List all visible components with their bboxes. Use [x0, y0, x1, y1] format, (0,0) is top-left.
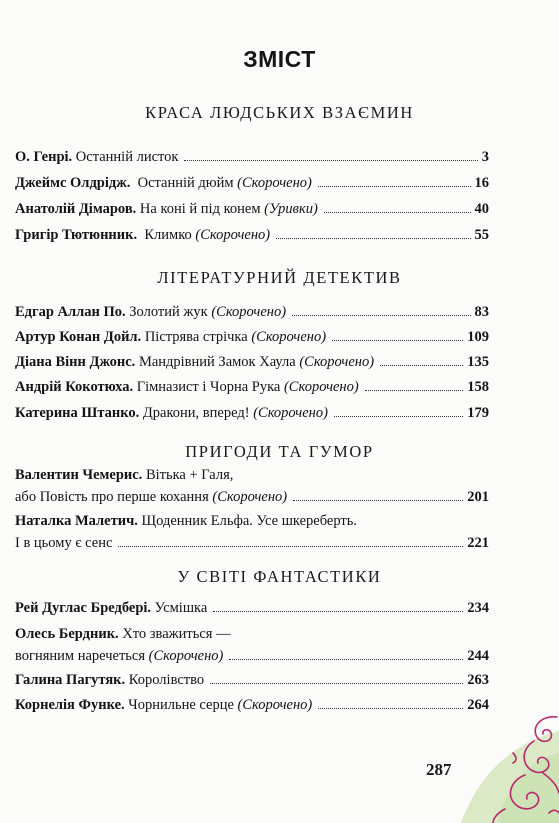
- entry-author: Корнелія Функе.: [15, 697, 125, 713]
- toc-entry[interactable]: [15, 351, 489, 373]
- page-number: 16: [474, 175, 489, 191]
- entry-note: (Скорочено): [237, 175, 312, 191]
- entry-title-line2: вогняним наречеться: [15, 648, 145, 664]
- section-heading: ПРИГОДИ ТА ГУМОР: [185, 442, 374, 461]
- entry-note: (Скорочено): [195, 227, 271, 243]
- page-number: 179: [467, 405, 489, 421]
- dot-leader: [365, 390, 464, 391]
- entry-note: (Скорочено): [251, 329, 327, 345]
- page-number: 83: [474, 304, 489, 320]
- toc-entry[interactable]: [15, 198, 489, 220]
- entry-title-line2: або Повість про перше кохання: [15, 489, 209, 505]
- page-number: 135: [467, 354, 489, 370]
- entry-title: Дракони, вперед!: [142, 405, 250, 421]
- page-footer-number: 287: [426, 760, 452, 779]
- page-number: 109: [467, 329, 489, 345]
- dot-leader: [318, 708, 463, 709]
- entry-author: О. Генрі.: [15, 149, 73, 165]
- entry-note: (Скорочено): [299, 354, 375, 370]
- entry-author: Діана Вінн Джонс.: [15, 354, 136, 370]
- entry-title: Климко: [144, 227, 192, 243]
- entry-note: (Скорочено): [211, 304, 287, 320]
- dot-leader: [334, 416, 463, 417]
- dot-leader: [276, 238, 470, 239]
- entry-title: Чорнильне серце: [128, 697, 234, 713]
- entry-author: Валентин Чемерис.: [15, 467, 143, 483]
- entry-author: Григір Тютюнник.: [15, 227, 138, 243]
- entry-title: Королівство: [128, 672, 205, 688]
- dot-leader: [293, 500, 463, 501]
- entry-note: (Скорочено): [148, 648, 224, 664]
- toc-entry[interactable]: [15, 172, 489, 194]
- entry-note: (Скорочено): [253, 405, 328, 421]
- toc-entry[interactable]: [15, 301, 489, 323]
- dot-leader: [324, 212, 471, 213]
- page-number: 55: [474, 227, 489, 243]
- entry-author: Олесь Бердник.: [15, 626, 119, 642]
- dot-leader: [213, 611, 463, 612]
- entry-title: Мандрівний Замок Хаула: [138, 354, 296, 370]
- entry-title: Золотий жук: [129, 304, 208, 320]
- section-heading: ЛІТЕРАТУРНИЙ ДЕТЕКТИВ: [157, 268, 402, 287]
- section-heading: У СВІТІ ФАНТАСТИКИ: [177, 567, 382, 586]
- page-number: 221: [467, 535, 489, 551]
- entry-note: (Скорочено): [212, 489, 288, 505]
- section-heading: КРАСА ЛЮДСЬКИХ ВЗАЄМИН: [145, 103, 414, 122]
- toc-entry[interactable]: [15, 623, 489, 667]
- entry-title: Пістрява стрічка: [144, 329, 248, 345]
- page-number: 234: [467, 600, 489, 616]
- page-number: 158: [467, 379, 489, 395]
- entry-note: (Уривки): [264, 201, 318, 217]
- entry-title: Щоденник Ельфа. Усе шкереберть.: [141, 513, 357, 529]
- dot-leader: [292, 315, 470, 316]
- entry-note: (Скорочено): [237, 697, 313, 713]
- dot-leader: [210, 683, 463, 684]
- toc-entry[interactable]: [15, 464, 489, 508]
- dot-leader: [380, 365, 463, 366]
- entry-author: Андрій Кокотюха.: [15, 379, 134, 395]
- page-number: 263: [467, 672, 489, 688]
- entry-author: Джеймс Олдрідж.: [15, 175, 131, 191]
- page-number: 264: [467, 697, 489, 713]
- page-number: 3: [481, 149, 489, 165]
- entry-title: Гімназист і Чорна Рука: [136, 379, 281, 395]
- page-number: 244: [467, 648, 489, 664]
- entry-author: Артур Конан Дойл.: [15, 329, 142, 345]
- toc-entry[interactable]: [15, 376, 489, 398]
- entry-author: Едгар Аллан По.: [15, 304, 126, 320]
- toc-entry[interactable]: [15, 146, 489, 168]
- entry-title: Останній дюйм: [137, 175, 234, 191]
- toc-entry[interactable]: [15, 669, 489, 691]
- toc-entry[interactable]: [15, 224, 489, 246]
- entry-author: Галина Пагутяк.: [15, 672, 126, 688]
- entry-author: Анатолій Дімаров.: [15, 201, 137, 217]
- dot-leader: [332, 340, 463, 341]
- dot-leader: [229, 659, 463, 660]
- toc-entry[interactable]: [15, 597, 489, 619]
- entry-note: (Скорочено): [283, 379, 359, 395]
- entry-author: Катерина Штанко.: [15, 405, 140, 421]
- dot-leader: [184, 160, 477, 161]
- dot-leader: [318, 186, 471, 187]
- entry-title: Усмішка: [154, 600, 208, 616]
- entry-title: Хто зважиться —: [122, 626, 231, 642]
- toc-entry[interactable]: [15, 510, 489, 554]
- dot-leader: [118, 546, 463, 547]
- entry-title: На коні й під конем: [139, 201, 261, 217]
- entry-title-line2: І в цьому є сенс: [15, 535, 113, 551]
- entry-author: Рей Дуглас Бредбері.: [15, 600, 152, 616]
- entry-title: Вітька + Галя,: [145, 467, 234, 483]
- toc-entry[interactable]: [15, 402, 489, 424]
- entry-title: Останній листок: [75, 149, 179, 165]
- entry-author: Наталка Малетич.: [15, 513, 138, 529]
- page-number: 201: [467, 489, 489, 505]
- page-title: ЗМІСТ: [243, 46, 316, 72]
- page-number: 40: [474, 201, 489, 217]
- toc-entry[interactable]: [15, 326, 489, 348]
